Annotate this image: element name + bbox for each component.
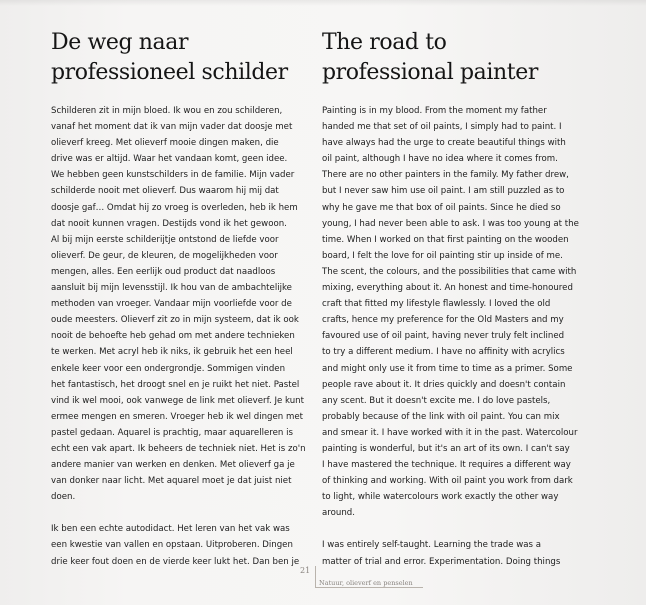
text-line: people rave about it. It dries quickly and doesn't contain [322, 379, 566, 390]
text-line: Al bij mijn eerste schilderijtje ontstond de liefde voor [51, 234, 279, 245]
text-line: vanaf het moment dat ik van mijn vader dat doosje met [51, 122, 293, 133]
text-line: I was entirely self-taught. Learning the trade was a [322, 540, 542, 551]
text-line: aansluit bij mijn levensstijl. Ik hou van de ambachtelijke [51, 283, 292, 294]
text-line: There are no other painters in the family. My father drew, [322, 170, 569, 181]
text-line: painting is wonderful, but it's an art of its own. I can't say [322, 443, 570, 454]
text-line: matter of trial and error. Experimentation. Doing things [322, 556, 561, 567]
dutch-title: De weg naar professioneel schilder [51, 30, 288, 85]
text-line: any scent. But it doesn't excite me. I do love pastels, [322, 395, 551, 406]
text-line: why he gave me that box of oil paints. Since he died so [322, 202, 561, 213]
dutch-paragraph-1 [51, 103, 313, 505]
text-line: to try a different medium. I have no affinity with acrylics [322, 347, 565, 358]
section-caption: Natuur, olieverf en penselen [319, 579, 413, 587]
text-line: around. [322, 508, 355, 519]
text-line: pastel gedaan. Aquarel is prachtig, maar aquarelleren is [51, 427, 293, 438]
text-line: enkele keer voor een ondergrondje. Sommigen vinden [51, 363, 286, 374]
text-line: schilderde nooit met olieverf. Dus waarom hij mij dat [51, 186, 279, 197]
text-line: oil paint, although I have no idea where it comes from. [322, 154, 558, 165]
text-line: of thinking and working. With oil paint you work from dark [322, 476, 573, 487]
footer-divider-vertical [315, 566, 316, 588]
text-line: Painting is in my blood. From the moment my father [322, 106, 547, 116]
text-line: The scent, the colours, and the possibilities that came with [322, 266, 577, 277]
text-line: dat nooit kunnen vragen. Destijds vond ik het gewoon. [51, 218, 287, 229]
text-line: andere manier van werken en denken. Met olieverf ga je [51, 460, 295, 471]
text-line: drie keer fout doen en de vierde keer lukt het. Dan ben je [51, 556, 300, 567]
text-line: I have mastered the technique. It requires a different way [322, 460, 571, 471]
text-line: te werken. Met acryl heb ik niks, ik gebruik het een heel [51, 347, 293, 358]
text-line: board, I felt the love for oil painting stir up inside of me. [322, 250, 563, 261]
text-line: olieverf. De geur, de kleuren, de mogelijkheden voor [51, 250, 278, 261]
text-line: mengen, alles. Een eerlijk oud product dat naadloos [51, 266, 276, 277]
text-line: methoden van vroeger. Vandaar mijn voorliefde voor de [51, 299, 292, 310]
text-line: doosje gaf… Omdat hij zo vroeg is overleden, heb ik hem [51, 202, 298, 213]
text-line: craft that fitted my lifestyle flawlessly. I loved the old [322, 299, 551, 310]
text-line: mixing, everything about it. An honest and time-honoured [322, 283, 573, 294]
english-paragraph-2 [322, 537, 584, 569]
text-line: oude meesters. Olieverf zit zo in mijn systeem, dat ik ook [51, 315, 299, 326]
text-line: nooit de behoefte heb gehad om met andere technieken [51, 331, 295, 342]
english-title: The road to professional painter [322, 30, 538, 85]
text-line: have always had the urge to create beautiful things with [322, 138, 566, 149]
page-top-shadow [0, 0, 646, 6]
text-line: Ik ben een echte autodidact. Het leren van het vak was [51, 524, 290, 535]
text-line: young, I had never been able to ask. I was too young at the [322, 218, 579, 229]
text-line: and smear it. I have worked with it in the past. Watercolour [322, 427, 578, 438]
english-column [322, 28, 584, 570]
text-line: ermee mengen en smeren. Vroeger heb ik wel dingen met [51, 411, 303, 422]
text-line: handed me that set of oil paints, I simply had to paint. I [322, 122, 562, 133]
text-line: crafts, hence my preference for the Old Masters and my [322, 315, 564, 326]
text-line: and might only use it from time to time as a primer. Some [322, 363, 573, 374]
text-line: We hebben geen kunstschilders in de familie. Mijn vader [51, 170, 295, 181]
text-line: drive was er altijd. Waar het vandaan komt, geen idee. [51, 154, 288, 165]
text-line: vind ik wel mooi, ook vanwege de link met olieverf. Je kunt [51, 395, 304, 406]
text-line: probably because of the link with oil paint. You can mix [322, 411, 560, 422]
text-line: time. When I worked on that first painting on the wooden [322, 234, 569, 245]
page-number: 21 [300, 566, 311, 575]
dutch-paragraph-2 [51, 521, 313, 569]
text-line: een kwestie van vallen en opstaan. Uitproberen. Dingen [51, 540, 293, 551]
text-line: echt een vak apart. Ik beheers de techniek niet. Het is zo'n [51, 443, 306, 454]
text-line: Schilderen zit in mijn bloed. Ik wou en zou schilderen, [51, 106, 283, 116]
text-line: but I never saw him use oil paint. I am still puzzled as to [322, 186, 565, 197]
footer-divider-horizontal [315, 587, 423, 588]
text-line: van donker naar licht. Met aquarel moet je dat juist niet [51, 476, 292, 487]
text-line: olieverf kreeg. Met olieverf mooie dingen maken, die [51, 138, 279, 149]
english-paragraph-1 [322, 103, 584, 521]
text-line: to light, while watercolours work exactly the other way [322, 492, 559, 503]
text-line: het fantastisch, het droogt snel en je ruikt het niet. Pastel [51, 379, 300, 390]
dutch-column [51, 28, 313, 570]
text-line: favoured use of oil paint, having never truly felt inclined [322, 331, 565, 342]
text-line: doen. [51, 492, 76, 503]
